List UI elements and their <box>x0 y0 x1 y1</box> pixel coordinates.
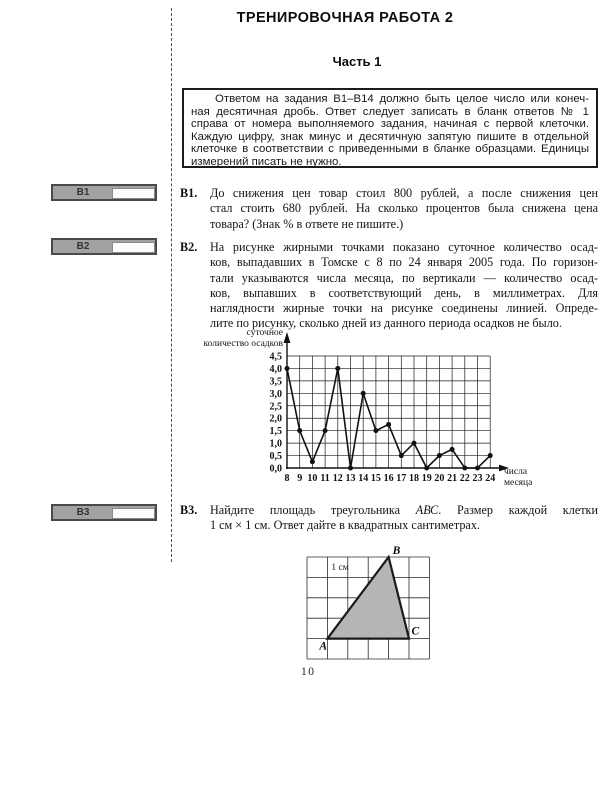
svg-text:4,0: 4,0 <box>269 363 282 375</box>
svg-text:8: 8 <box>284 473 290 484</box>
task-b1-number: В1. <box>180 186 198 200</box>
svg-text:16: 16 <box>383 473 394 484</box>
page-title: ТРЕНИРОВОЧНАЯ РАБОТА 2 <box>236 10 454 26</box>
answer-box-b2-field <box>112 242 155 253</box>
chart-x-axis-title: числа месяца <box>504 467 533 488</box>
task-b1 <box>180 186 598 232</box>
svg-text:12: 12 <box>332 473 343 484</box>
svg-text:1,0: 1,0 <box>269 438 282 450</box>
task-b3-line2: 1 см × 1 см. Ответ дайте в квадратных сантиметрах. <box>210 518 480 533</box>
svg-text:15: 15 <box>370 473 381 484</box>
svg-text:13: 13 <box>345 473 356 484</box>
triangle-figure-svg <box>300 542 500 672</box>
svg-text:0,5: 0,5 <box>269 451 282 463</box>
triangle-name: АВС <box>415 503 439 517</box>
svg-text:24: 24 <box>485 473 496 484</box>
page-number: 10 <box>301 666 316 678</box>
answer-box-b3-field <box>112 508 155 519</box>
svg-text:21: 21 <box>447 473 458 484</box>
task-b3-text <box>210 503 598 534</box>
answer-box-b1 <box>51 184 157 201</box>
svg-text:18: 18 <box>409 473 419 484</box>
svg-text:14: 14 <box>358 473 369 484</box>
answer-box-b3 <box>51 504 157 521</box>
svg-text:23: 23 <box>472 473 483 484</box>
svg-text:2,5: 2,5 <box>269 401 282 413</box>
task-b2-number: В2. <box>180 240 198 254</box>
svg-text:1 см: 1 см <box>331 563 349 573</box>
svg-text:3,5: 3,5 <box>269 376 282 388</box>
precipitation-chart <box>195 328 565 503</box>
task-b3 <box>180 503 598 534</box>
task-b2-text: На рисунке жирными точками показано суточное количество осад- ков, выпадавших в Томске с 8 по 24 января 2005 года. По горизон- тали указываются числа месяца, по вертикали — количество осад- ков, выпавших в соответствующий день, в миллиметрах. Для наглядности жирные точки на рисунке соединены линией. Опреде- лите по рисунку, сколько дней из данного периода осадков не было. <box>210 240 598 331</box>
task-b1-text: До снижения цен товар стоил 800 рублей, а после снижения цен стал стоить 680 рублей. На сколько процентов была снижена цена товара? (Знак % в ответе не пишите.) <box>210 186 598 231</box>
svg-text:0,0: 0,0 <box>269 463 282 475</box>
part-title: Часть 1 <box>332 54 382 69</box>
svg-text:20: 20 <box>434 473 445 484</box>
svg-text:9: 9 <box>297 473 303 484</box>
svg-text:С: С <box>411 625 420 638</box>
answer-box-b2-label: В2 <box>76 241 90 252</box>
svg-text:1,5: 1,5 <box>269 426 282 438</box>
svg-text:2,0: 2,0 <box>269 413 282 425</box>
chart-y-axis-title: суточное количество осадков <box>203 328 283 349</box>
task-b3-line1: Найдите площадь треугольника АВС. Размер каждой клетки <box>210 503 598 517</box>
task-b2 <box>180 240 598 332</box>
task-b3-number: В3. <box>180 503 198 517</box>
svg-text:19: 19 <box>421 473 432 484</box>
svg-text:10: 10 <box>307 473 318 484</box>
svg-text:3,0: 3,0 <box>269 388 282 400</box>
instruction-box: Ответом на задания В1–В14 должно быть целое число или конеч- ная десятичная дробь. Ответ следует записать в бланк ответов № 1 справа от номера выполняемого задания, начиная с первой клеточки. Каждую цифру, знак минус и десятичную запятую пишите в отдельной клеточке в соответствии с приведенными в бланке образцами. Единицы измерений писать не нужно. <box>182 88 598 168</box>
answer-box-b1-field <box>112 188 155 199</box>
svg-text:В: В <box>392 545 401 557</box>
svg-text:17: 17 <box>396 473 407 484</box>
margin-dashed-separator <box>171 8 172 562</box>
svg-text:4,5: 4,5 <box>269 351 282 363</box>
answer-box-b1-label: В1 <box>76 187 90 198</box>
triangle-figure <box>300 542 500 672</box>
answer-box-b2 <box>51 238 157 255</box>
svg-text:11: 11 <box>320 473 330 484</box>
answer-box-b3-label: В3 <box>76 507 90 518</box>
svg-text:22: 22 <box>459 473 470 484</box>
svg-text:А: А <box>319 640 328 653</box>
